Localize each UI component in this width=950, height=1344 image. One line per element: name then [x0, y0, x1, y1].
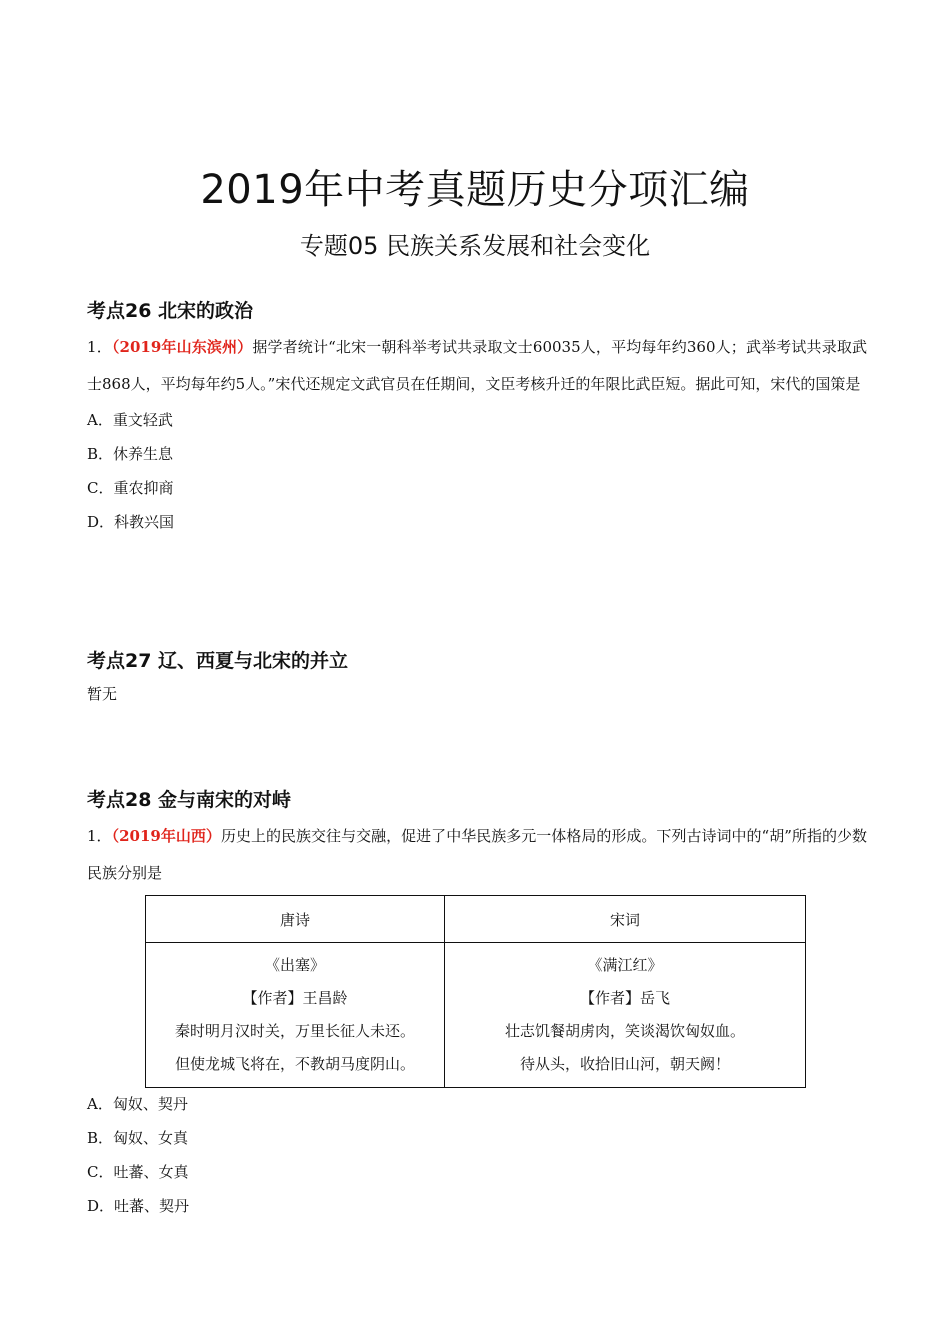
poem-line: 壮志饥餐胡虏肉，笑谈渴饮匈奴血。 [504, 1022, 745, 1040]
option-b: B．匈奴、女真 [87, 1129, 189, 1147]
question-text [87, 329, 867, 403]
none-text: 暂无 [87, 685, 118, 703]
question-number: 1． [87, 827, 112, 845]
section-28 [87, 786, 867, 892]
poem-title: 《出塞》 [264, 956, 325, 974]
section-27 [87, 647, 867, 709]
poem-line: 但使龙城飞将在，不教胡马度阴山。 [174, 1055, 415, 1073]
section-26 [87, 297, 867, 539]
poem-line: 秦时明月汉时关，万里长征人未还。 [174, 1022, 415, 1040]
question-text [87, 818, 867, 892]
song-poem-cell [445, 943, 806, 1088]
question-body: 历史上的民族交往与交融，促进了中华民族多元一体格局的形成。下列古诗词中的“胡”所指的少数民族分别是 [87, 827, 868, 882]
table-header-song: 宋词 [445, 896, 806, 943]
question-body: 据学者统计“北宋一朝科举考试共录取文士60035人，平均每年约360人；武举考试共录取武士868人，平均每年约5人。”宋代还规定文武官员在任期间，文臣考核升迁的年限比武臣短。据此可知，宋代的国策是 [87, 338, 868, 393]
document-title: 2019年中考真题历史分项汇编 [200, 166, 750, 213]
tang-poem-cell [146, 943, 445, 1088]
question-source: （2019年山东滨州） [111, 338, 253, 356]
question-number: 1． [87, 338, 112, 356]
poem-table [145, 895, 806, 1088]
poem-author: 【作者】岳飞 [579, 989, 670, 1007]
option-d: D．科教兴国 [87, 513, 175, 531]
question-source: （2019年山西） [111, 827, 221, 845]
section-heading: 考点26 北宋的政治 [87, 300, 254, 322]
option-c: C．吐蕃、女真 [87, 1163, 189, 1181]
option-d: D．吐蕃、契丹 [87, 1197, 190, 1215]
topic-subtitle: 专题05 民族关系发展和社会变化 [299, 232, 651, 260]
section-heading: 考点27 辽、西夏与北宋的并立 [87, 650, 349, 672]
option-a: A．匈奴、契丹 [87, 1095, 188, 1113]
section-heading: 考点28 金与南宋的对峙 [87, 789, 292, 811]
option-b: B．休养生息 [87, 445, 174, 463]
poem-title: 《满江红》 [587, 956, 663, 974]
section-28-options [87, 1087, 867, 1223]
option-a: A．重文轻武 [87, 411, 173, 429]
option-c: C．重农抑商 [87, 479, 174, 497]
poem-author: 【作者】王昌龄 [242, 989, 348, 1007]
table-header-tang: 唐诗 [146, 896, 445, 943]
poem-line: 待从头，收拾旧山河，朝天阙！ [519, 1055, 730, 1073]
